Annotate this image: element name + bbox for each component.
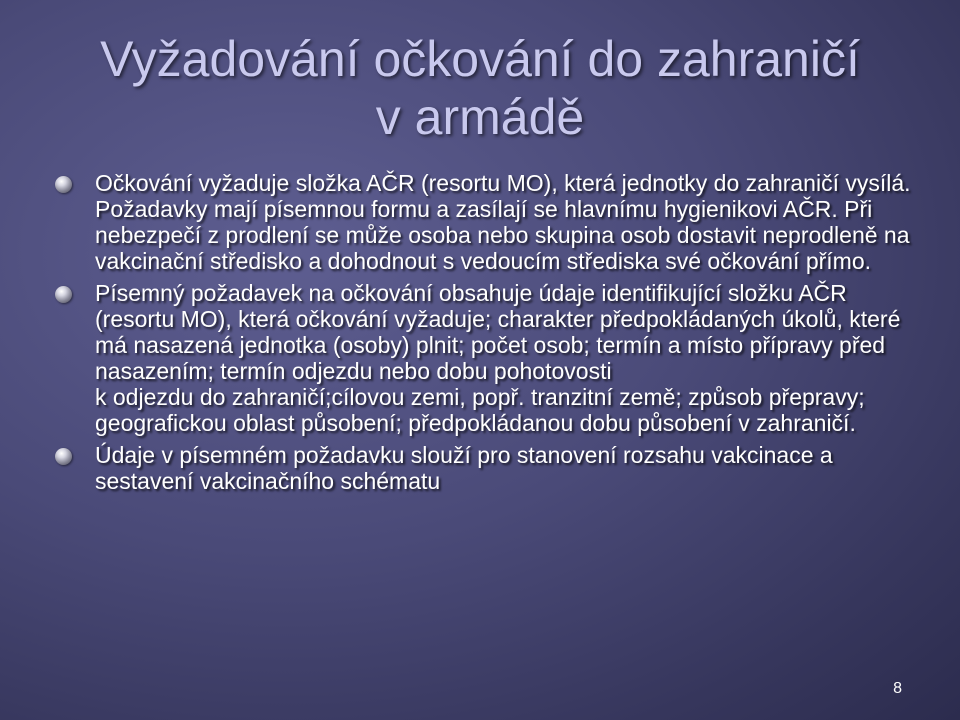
slide-title [40,30,920,146]
title-line-2: v armádě [375,89,585,145]
bullet-sphere-icon [55,176,72,193]
bullet-list [55,170,925,494]
bullet-item [55,280,925,436]
bullet-sphere-icon [55,286,72,303]
bullet-text: Očkování vyžaduje složka AČR (resortu MO), která jednotky do zahraničí vysílá. Požadavky mají písemnou formu a zasílají se hlavnímu hygienikovi AČR. Při nebezpečí z prodlení se může osoba nebo skupina osob dostavit neprodleně na vakcinační středisko a dohodnout s vedoucím střediska své očkování přímo. [95,170,911,274]
page-number: 8 [893,680,902,697]
title-line-1: Vyžadování očkování do zahraničí [100,31,860,87]
bullet-text: Údaje v písemném požadavku slouží pro stanovení rozsahu vakcinace a sestavení vakcinačního schématu [95,442,833,494]
bullet-item [55,442,925,494]
bullet-text: Písemný požadavek na očkování obsahuje údaje identifikující složku AČR (resortu MO), která očkování vyžaduje; charakter předpokládaných úkolů, které má nasazená jednotka (osoby) plnit; počet osob; termín a místo přípravy před nasazením; termín odjezdu nebo dobu pohotovosti [95,280,901,384]
bullet-text-continuation: k odjezdu do zahraničí;cílovou zemi, popř. tranzitní země; způsob přepravy; geografickou oblast působení; předpokládanou dobu působení v zahraničí. [95,384,865,436]
bullet-item [55,170,925,274]
bullet-sphere-icon [55,448,72,465]
